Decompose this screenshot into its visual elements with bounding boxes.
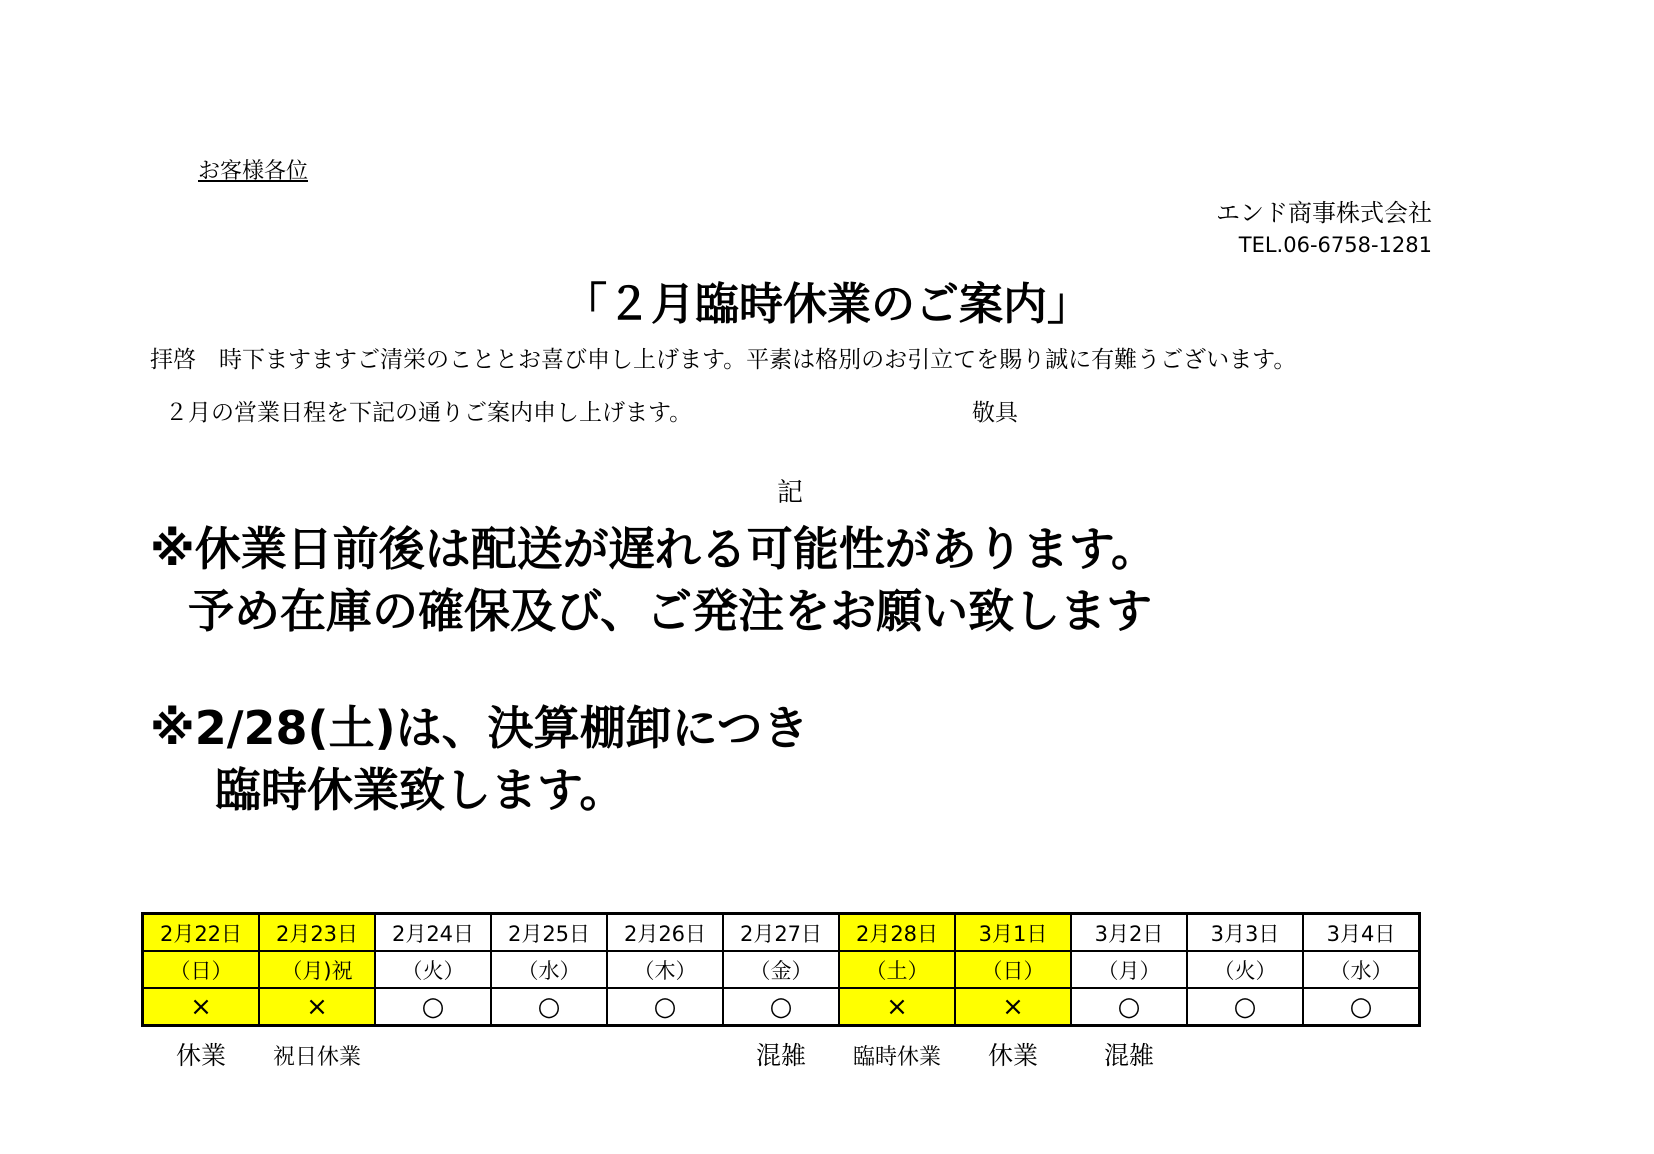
schedule-status-cell: ○: [723, 988, 839, 1026]
ki-heading: 記: [776, 478, 803, 508]
schedule-status-cell: ○: [1187, 988, 1303, 1026]
schedule-date-cell: 3月1日: [955, 914, 1071, 952]
schedule-weekday-cell: （月）: [1071, 951, 1187, 988]
schedule-note: 混雑: [1103, 1041, 1154, 1070]
document-title: 「２月臨時休業のご案内」: [563, 279, 1091, 330]
schedule-row-status: [143, 988, 1420, 1026]
schedule-weekday-cell: （日）: [955, 951, 1071, 988]
schedule-date-cell: 2月22日: [143, 914, 260, 952]
schedule-date-cell: 2月23日: [259, 914, 375, 952]
schedule-weekday-cell: （土）: [839, 951, 955, 988]
schedule-weekday-cell: （水）: [491, 951, 607, 988]
schedule-status-cell: ○: [1303, 988, 1420, 1026]
schedule-row-dates: [143, 914, 1420, 952]
schedule-date-cell: 2月26日: [607, 914, 723, 952]
schedule-date-cell: 2月24日: [375, 914, 491, 952]
notice-line-1: ※休業日前後は配送が遅れる可能性があります。: [150, 522, 1158, 576]
schedule-date-cell: 3月2日: [1071, 914, 1187, 952]
schedule-status-cell: ×: [839, 988, 955, 1026]
company-name: エンド商事株式会社: [1216, 199, 1432, 227]
notice-line-2: 予め在庫の確保及び、ご発注をお願い致します: [188, 584, 1153, 638]
schedule-status-cell: ○: [1071, 988, 1187, 1026]
closing-word: 敬具: [972, 400, 1018, 426]
schedule-weekday-cell: （水）: [1303, 951, 1420, 988]
schedule-date-cell: 2月25日: [491, 914, 607, 952]
schedule-date-cell: 3月4日: [1303, 914, 1420, 952]
greeting-line-1: 拝啓 時下ますますご清栄のこととお喜び申し上げます。平素は格別のお引立てを賜り誠に有難うございます。: [150, 347, 1297, 373]
schedule-note: 休業: [987, 1041, 1038, 1070]
schedule-note: 祝日休業: [272, 1045, 361, 1070]
greeting-line-2: ２月の営業日程を下記の通りご案内申し上げます。: [165, 400, 693, 426]
schedule-row-weekdays: [143, 951, 1420, 988]
schedule-note: 臨時休業: [852, 1045, 941, 1070]
addressee: お客様各位: [198, 159, 309, 184]
schedule-status-cell: ○: [375, 988, 491, 1026]
company-tel: TEL.06-6758-1281: [1238, 233, 1432, 257]
notice-line-4: 臨時休業致します。: [215, 763, 626, 817]
schedule-date-cell: 2月27日: [723, 914, 839, 952]
schedule-status-cell: ×: [955, 988, 1071, 1026]
schedule-table: [141, 912, 1421, 1027]
schedule-note: 混雑: [755, 1041, 806, 1070]
notice-line-3: ※2/28(土)は、決算棚卸につき: [150, 701, 809, 755]
schedule-status-cell: ○: [491, 988, 607, 1026]
schedule-weekday-cell: （日）: [143, 951, 260, 988]
schedule-date-cell: 3月3日: [1187, 914, 1303, 952]
schedule-status-cell: ×: [259, 988, 375, 1026]
schedule-status-cell: ×: [143, 988, 260, 1026]
schedule-note: 休業: [175, 1041, 226, 1070]
schedule-weekday-cell: （金）: [723, 951, 839, 988]
schedule-weekday-cell: （火）: [1187, 951, 1303, 988]
schedule-weekday-cell: （月)祝: [259, 951, 375, 988]
schedule-date-cell: 2月28日: [839, 914, 955, 952]
schedule-status-cell: ○: [607, 988, 723, 1026]
schedule-weekday-cell: （木）: [607, 951, 723, 988]
schedule-weekday-cell: （火）: [375, 951, 491, 988]
